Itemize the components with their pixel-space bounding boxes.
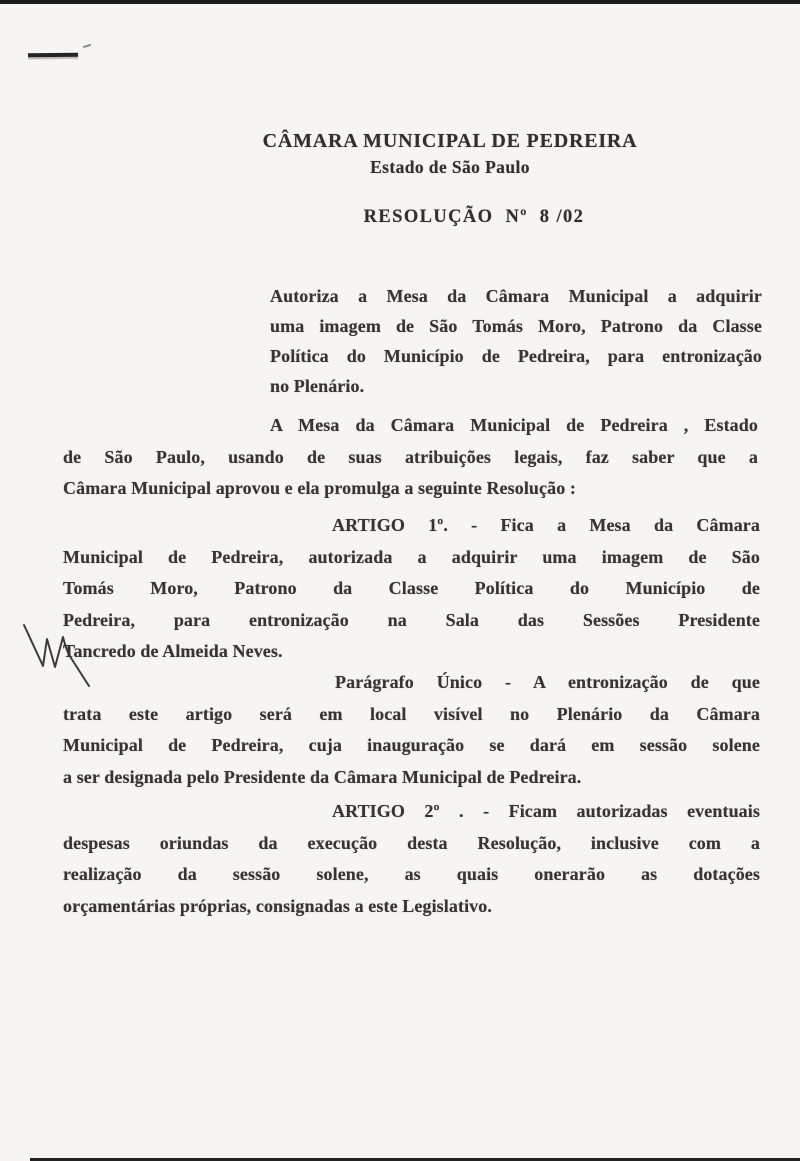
organization-name: CÂMARA MUNICIPAL DE PEDREIRA	[262, 130, 638, 152]
text-line: de São Paulo, usando de suas atribuições legais, faz saber que a	[63, 446, 758, 467]
text-line: Pedreira, para entronização na Sala das Sessões Presidente	[63, 609, 760, 630]
text-line: a ser designada pelo Presidente da Câmara Municipal de Pedreira.	[63, 766, 582, 787]
document-title: RESOLUÇÃO Nº 8 /02	[363, 207, 585, 227]
ink-tick-mark	[83, 44, 91, 48]
text-line: Municipal de Pedreira, autorizada a adquirir uma imagem de São	[63, 546, 760, 567]
text-line: realização da sessão solene, as quais onerarão as dotações	[63, 864, 760, 884]
text-line: despesas oriundas da execução desta Resolução, inclusive com a	[63, 832, 760, 853]
text-line: ARTIGO 1º. - Fica a Mesa da Câmara	[332, 515, 760, 535]
text-line: trata este artigo será em local visível no Plenário da Câmara	[63, 703, 760, 724]
text-line: orçamentárias próprias, consignadas a este Legislativo.	[63, 895, 492, 916]
preamble-paragraph	[63, 410, 758, 505]
text-line: Municipal de Pedreira, cuja inauguração se dará em sessão solene	[63, 735, 760, 755]
scanner-top-bar	[0, 0, 800, 4]
article-2-paragraph	[63, 796, 760, 922]
text-line: Tancredo de Almeida Neves.	[63, 641, 283, 661]
sole-paragraph	[63, 667, 760, 793]
text-line: Parágrafo Único - A entronização de que	[335, 672, 760, 692]
ementa-paragraph	[270, 281, 762, 401]
text-line: A Mesa da Câmara Municipal de Pedreira , Estado	[270, 415, 758, 435]
text-line: Política do Município de Pedreira, para entronização	[270, 346, 762, 366]
ink-dash-mark	[28, 53, 78, 58]
text-line: Câmara Municipal aprovou e ela promulga a seguinte Resolução :	[63, 478, 577, 498]
article-1-paragraph	[63, 510, 760, 668]
text-line: uma imagem de São Tomás Moro, Patrono da Classe	[270, 316, 762, 336]
organization-subtitle: Estado de São Paulo	[370, 157, 530, 177]
text-line: Tomás Moro, Patrono da Classe Política do Município de	[63, 578, 760, 598]
text-line: Autoriza a Mesa da Câmara Municipal a adquirir	[270, 286, 762, 306]
text-line: ARTIGO 2º . - Ficam autorizadas eventuais	[332, 801, 760, 821]
text-line: no Plenário.	[270, 376, 365, 396]
